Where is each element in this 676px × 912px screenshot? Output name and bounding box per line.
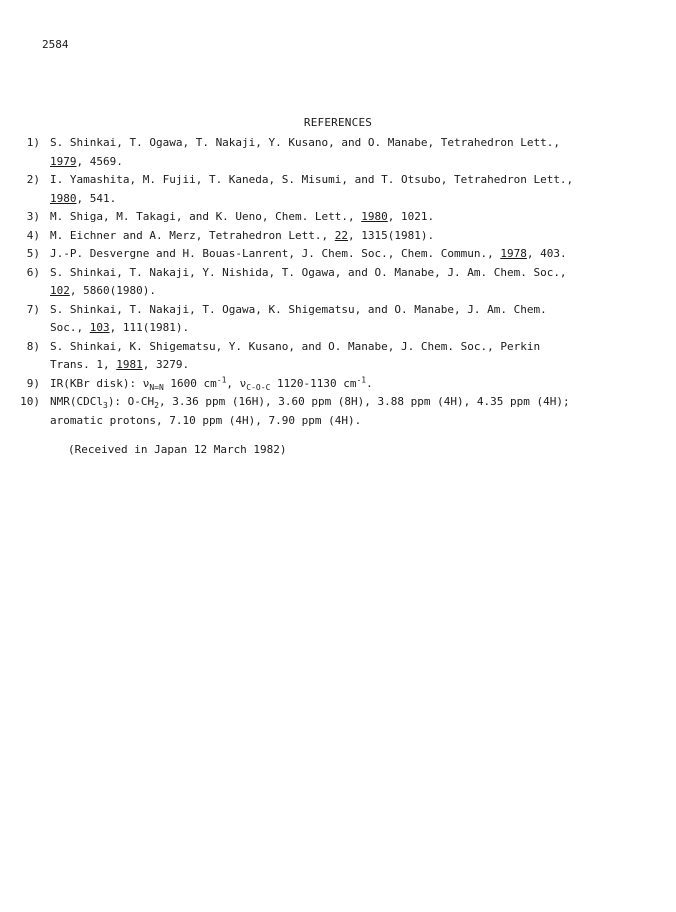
reference-line: aromatic protons, 7.10 ppm (4H), 7.90 ppm (4H). — [50, 413, 362, 427]
citation-pages: , 403. — [526, 247, 567, 260]
citation-pages: , 111(1981). — [109, 321, 190, 334]
reference-9 — [14, 375, 664, 394]
reference-number: 10) — [20, 395, 40, 408]
reference-line — [50, 375, 664, 394]
superscript: -1 — [216, 374, 227, 384]
citation-pages: , 3279. — [142, 358, 190, 371]
ir-label: IR(KBr disk): — [50, 376, 143, 390]
page-number: 2584 — [42, 38, 69, 51]
nmr-group: ): O-CH — [107, 395, 155, 408]
ir-value: 1600 cm — [163, 376, 217, 390]
citation-authors: J.-P. Desvergne and H. Bouas-Lanrent, J. Chem. Soc., Chem. Commun., — [50, 247, 501, 260]
reference-line — [50, 319, 664, 338]
citation-journal: Trans. 1, — [50, 358, 117, 371]
reference-number: 6) — [26, 265, 40, 279]
citation-authors: M. Eichner and A. Merz, Tetrahedron Lett., — [50, 228, 335, 242]
reference-number: 8) — [26, 339, 40, 353]
subscript: 3 — [102, 401, 108, 411]
reference-number: 5) — [26, 247, 40, 260]
reference-line: S. Shinkai, T. Ogawa, T. Nakaji, Y. Kusano, and O. Manabe, Tetrahedron Lett., — [50, 136, 560, 149]
citation-pages: , 4569. — [76, 154, 123, 168]
reference-text — [50, 171, 664, 208]
reference-text — [50, 393, 664, 430]
reference-text — [50, 245, 664, 264]
reference-list — [14, 134, 664, 430]
reference-text — [50, 338, 664, 375]
subscript: 2 — [154, 401, 159, 411]
reference-line — [50, 393, 664, 412]
citation-authors: M. Shiga, M. Takagi, and K. Ueno, Chem. Lett., — [50, 210, 362, 223]
nmr-values: , 3.36 ppm (16H), 3.60 ppm (8H), 3.88 ppm (4H), 4.35 ppm (4H); — [159, 395, 570, 408]
reference-line — [50, 153, 664, 172]
nmr-label: NMR(CDCl — [50, 395, 103, 408]
citation-journal: Soc., — [50, 321, 90, 334]
citation-pages: , 541. — [76, 191, 117, 205]
reference-number: 1) — [26, 136, 40, 149]
reference-line: I. Yamashita, M. Fujii, T. Kaneda, S. Misumi, and T. Otsubo, Tetrahedron Lett., — [50, 173, 574, 186]
reference-5 — [14, 245, 664, 264]
reference-line: S. Shinkai, K. Shigematsu, Y. Kusano, and O. Manabe, J. Chem. Soc., Perkin — [50, 339, 541, 353]
citation-year: 1981 — [116, 358, 143, 371]
reference-text — [50, 264, 664, 301]
reference-3 — [14, 208, 664, 227]
citation-year: 1980 — [361, 210, 388, 223]
citation-volume: 103 — [89, 321, 110, 334]
reference-number: 4) — [26, 228, 40, 242]
reference-7 — [14, 301, 664, 338]
terminator: . — [366, 376, 373, 390]
reference-line — [50, 356, 664, 375]
citation-year: 1979 — [50, 154, 77, 168]
reference-line — [50, 245, 664, 264]
reference-number: 9) — [26, 376, 40, 390]
reference-line — [50, 208, 664, 227]
reference-line: S. Shinkai, T. Nakaji, T. Ogawa, K. Shigematsu, and O. Manabe, J. Am. Chem. — [50, 302, 547, 316]
reference-line — [50, 227, 664, 246]
reference-number: 7) — [26, 302, 40, 316]
reference-text — [50, 208, 664, 227]
subscript: N=N — [149, 382, 164, 392]
reference-text — [50, 134, 664, 171]
citation-pages: , 1021. — [387, 210, 435, 223]
reference-1 — [14, 134, 664, 171]
reference-8 — [14, 338, 664, 375]
reference-number: 2) — [26, 173, 40, 186]
citation-pages: , 1315(1981). — [348, 228, 435, 242]
nu-symbol: ν — [239, 376, 247, 390]
citation-pages: , 5860(1980). — [69, 284, 156, 297]
reference-text — [50, 375, 664, 394]
received-date: (Received in Japan 12 March 1982) — [68, 443, 287, 456]
references-heading: REFERENCES — [303, 116, 373, 129]
reference-2 — [14, 171, 664, 208]
citation-year: 1978 — [500, 247, 527, 260]
citation-volume: 22 — [334, 228, 349, 242]
ir-value: 1120-1130 cm — [270, 376, 357, 390]
reference-text — [50, 301, 664, 338]
reference-line — [50, 282, 664, 301]
reference-6 — [14, 264, 664, 301]
reference-line: S. Shinkai, T. Nakaji, Y. Nishida, T. Ogawa, and O. Manabe, J. Am. Chem. Soc., — [50, 265, 567, 279]
citation-volume: 102 — [50, 284, 70, 297]
reference-line — [50, 190, 664, 209]
separator: , — [226, 376, 240, 390]
reference-4 — [14, 227, 664, 246]
reference-10 — [14, 393, 664, 430]
citation-year: 1980 — [50, 191, 77, 205]
nu-symbol: ν — [142, 376, 150, 390]
reference-number: 3) — [26, 210, 40, 223]
superscript: -1 — [356, 374, 367, 384]
reference-text — [50, 227, 664, 246]
subscript: C-O-C — [246, 382, 271, 392]
